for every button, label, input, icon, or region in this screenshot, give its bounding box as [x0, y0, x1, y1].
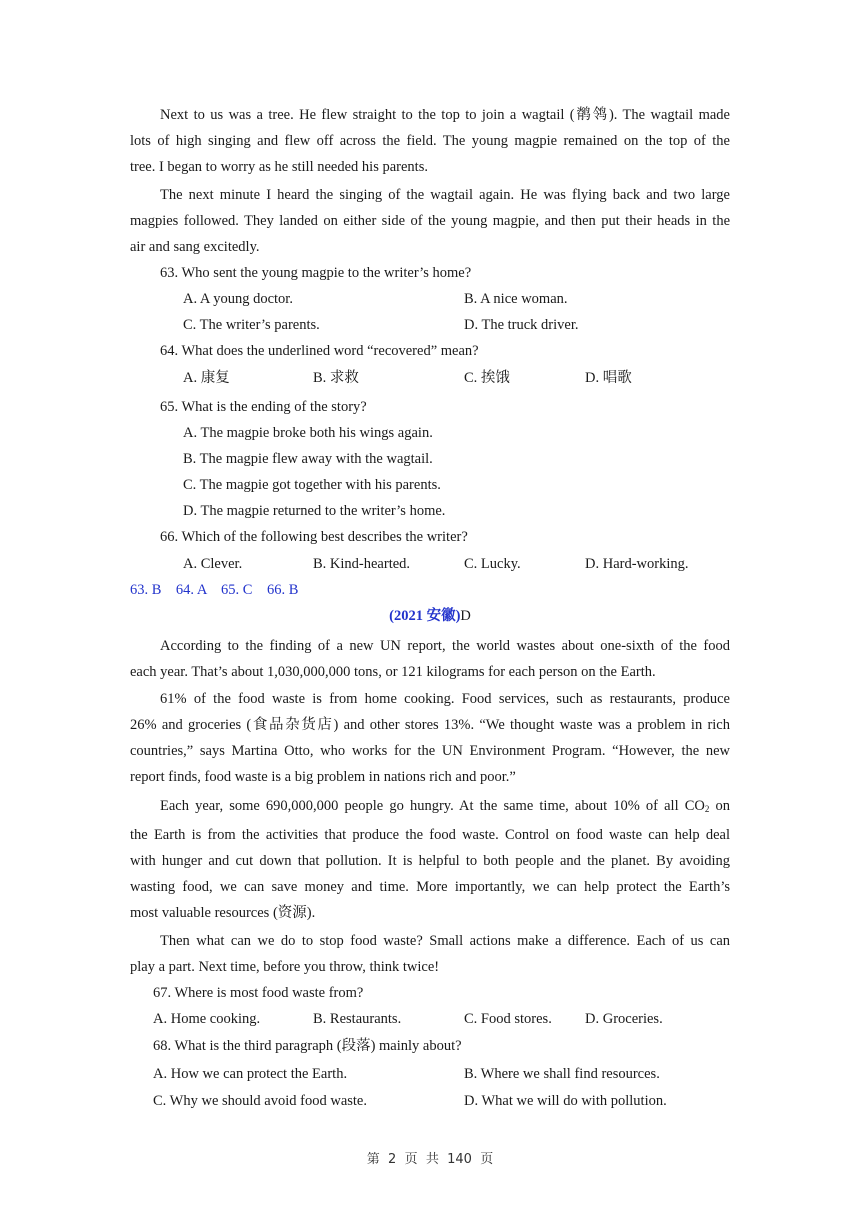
option-c: C. The magpie got together with his parents. [183, 477, 441, 493]
paragraph-un-report [130, 633, 730, 685]
option-d: D. What we will do with pollution. [464, 1093, 667, 1109]
text-line: each year. That’s about 1,030,000,000 tons, or 121 kilograms for each person on the Earth. [130, 664, 656, 680]
option-a: A. Home cooking. [153, 1011, 261, 1027]
option-c: C. The writer’s parents. [183, 317, 320, 333]
question-65: 65. What is the ending of the story? [160, 399, 367, 415]
paragraph-food-waste-sources [130, 686, 730, 790]
text-run: Each year, some 690,000,000 people go hungry. At the same time, about 10% of all CO [160, 798, 705, 814]
option-a: A. Clever. [183, 556, 243, 572]
paragraph-tree [130, 102, 730, 180]
text-line: wasting food, we can save money and time. More importantly, we can help protect the Earth’s [130, 879, 730, 895]
text-line: report finds, food waste is a big problem in nations rich and poor.” [130, 769, 516, 785]
text-line: with hunger and cut down that pollution. It is helpful to both people and the planet. By avoiding [130, 853, 730, 869]
option-c: C. Lucky. [464, 556, 521, 572]
option-d: D. Hard-working. [585, 556, 689, 572]
text-line: tree. I began to worry as he still needed his parents. [130, 159, 428, 175]
question-64: 64. What does the underlined word “recovered” mean? [160, 343, 479, 359]
option-b: B. 求救 [313, 370, 359, 386]
text-line: The next minute I heard the singing of the wagtail again. He was flying back and two large [160, 187, 730, 203]
paragraph-hunger [130, 793, 730, 926]
option-b: B. The magpie flew away with the wagtail. [183, 451, 433, 467]
text-line: lots of high singing and flew off across the field. The young magpie remained on the top of the [130, 133, 730, 149]
question-66: 66. Which of the following best describes the writer? [160, 529, 468, 545]
text-line: Then what can we do to stop food waste? Small actions make a difference. Each of us can [160, 933, 730, 949]
option-d: D. The magpie returned to the writer’s home. [183, 503, 446, 519]
option-a: A. 康复 [183, 370, 230, 386]
answer-key: 63. B 64. A 65. C 66. B [130, 582, 299, 598]
paragraph-small-actions [130, 928, 730, 980]
text-line: air and sang excitedly. [130, 239, 260, 255]
source-label: (2021 安徽) [389, 608, 461, 624]
text-line: play a part. Next time, before you throw, think twice! [130, 959, 440, 975]
option-a: A. A young doctor. [183, 291, 293, 307]
subscript: 2 [704, 804, 710, 814]
paragraph-wagtail [130, 182, 730, 260]
option-b: B. Where we shall find resources. [464, 1066, 660, 1082]
option-b: B. A nice woman. [464, 291, 568, 307]
option-d: D. Groceries. [585, 1011, 663, 1027]
text-line: the Earth is from the activities that produce the food waste. Control on food waste can help deal [130, 827, 730, 843]
text-line: countries,” says Martina Otto, who works for the UN Environment Program. “However, the new [130, 743, 730, 759]
text-line: Next to us was a tree. He flew straight to the top to join a wagtail (鹡鸰). The wagtail made [160, 107, 730, 123]
text-line [130, 793, 730, 822]
text-line: most valuable resources (资源). [130, 905, 316, 921]
option-c: C. Why we should avoid food waste. [153, 1093, 367, 1109]
text-line: 61% of the food waste is from home cooking. Food services, such as restaurants, produce [160, 691, 730, 707]
text-line: 26% and groceries (食品杂货店) and other stores 13%. “We thought waste was a problem in rich [130, 717, 730, 733]
option-d: D. 唱歌 [585, 370, 632, 386]
page-footer: 第 2 页 共 140 页 [366, 1152, 494, 1167]
question-67: 67. Where is most food waste from? [153, 985, 364, 1001]
section-heading [0, 606, 860, 626]
option-a: A. How we can protect the Earth. [153, 1066, 348, 1082]
question-63: 63. Who sent the young magpie to the writer’s home? [160, 265, 472, 281]
option-a: A. The magpie broke both his wings again. [183, 425, 433, 441]
text-run: on [709, 798, 731, 814]
option-c: C. Food stores. [464, 1011, 552, 1027]
option-c: C. 挨饿 [464, 370, 510, 386]
question-68: 68. What is the third paragraph (段落) mainly about? [153, 1038, 462, 1054]
section-letter: D [460, 608, 471, 624]
text-line: magpies followed. They landed on either side of the young magpie, and then put their heads in the [130, 213, 730, 229]
option-b: B. Restaurants. [313, 1011, 402, 1027]
text-line: According to the finding of a new UN report, the world wastes about one-sixth of the food [160, 638, 730, 654]
option-b: B. Kind-hearted. [313, 556, 411, 572]
option-d: D. The truck driver. [464, 317, 579, 333]
